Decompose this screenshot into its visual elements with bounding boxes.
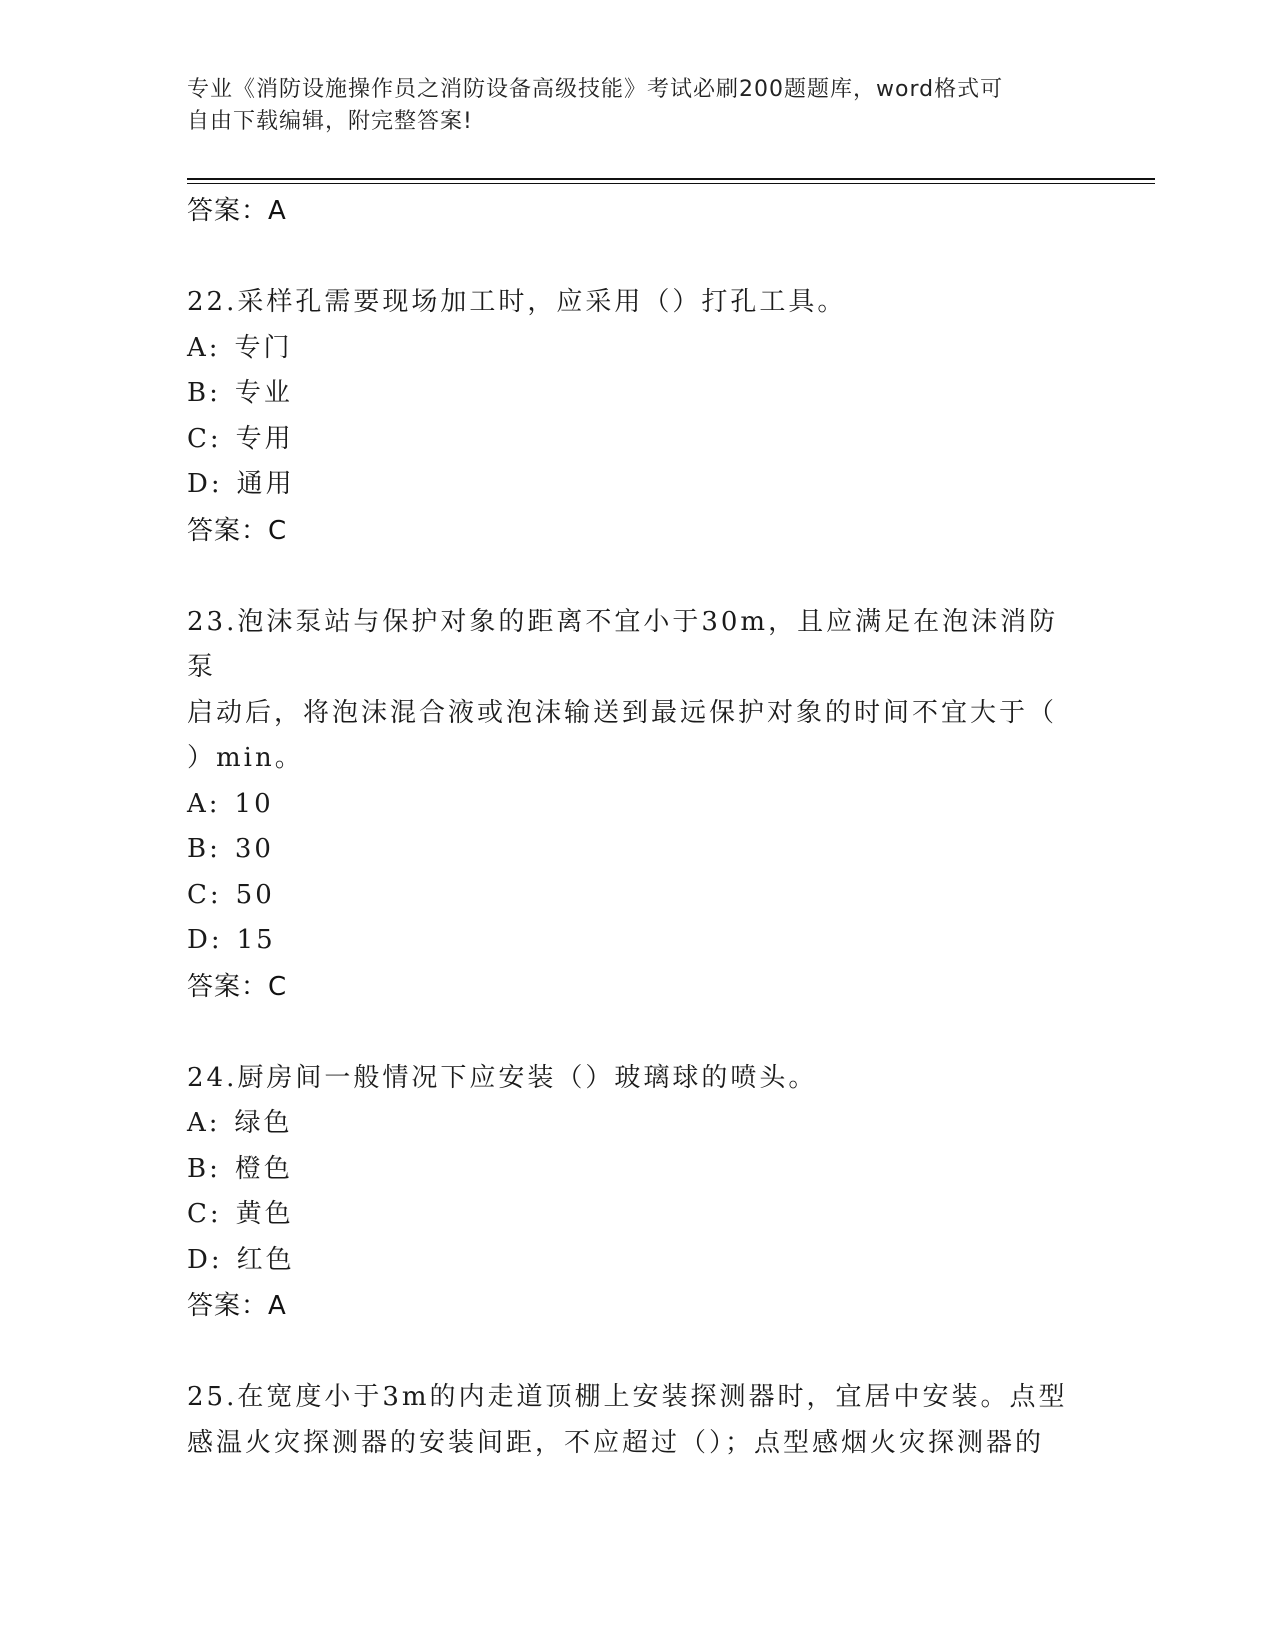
option-b [187,371,1077,417]
spacer [187,554,1077,600]
answer-line: 答案：C [187,515,288,546]
question-block [187,1056,1077,1330]
option-a [187,1101,1077,1147]
option-letter: C: [187,423,222,454]
answer-line: 答案：A [187,1291,287,1321]
option-b [187,1147,1077,1193]
spacer [187,234,1077,280]
question-block [187,1375,1077,1466]
question-list [187,188,1077,1466]
question-line: 22.采样孔需要现场加工时，应采用（）打孔工具。 [187,287,847,317]
option-letter: B: [187,834,221,864]
option-d [187,918,1077,964]
option-text: 专门 [234,332,293,363]
option-text: 15 [236,925,276,955]
option-text: 黄色 [235,1199,294,1229]
option-letter: D: [187,1244,223,1275]
option-letter: C: [187,879,222,910]
option-text: 橙色 [234,1153,293,1184]
option-d [187,462,1077,508]
question-line: 感温火灾探测器的安装间距，不应超过（）；点型感烟火灾探测器的 [187,1427,1045,1458]
option-letter: B: [187,1153,221,1184]
option-c [187,417,1077,463]
question-line: 启动后，将泡沫混合液或泡沫输送到最远保护对象的时间不宜大于（ [187,697,1058,728]
option-a [187,326,1077,372]
option-letter: C: [187,1199,222,1229]
spacer [187,1010,1077,1056]
option-letter: A: [187,788,221,819]
option-text: 50 [235,879,275,910]
option-letter: D: [187,925,223,955]
question-block [187,280,1077,554]
answer-line: 答案：A [187,196,287,226]
option-b [187,827,1077,873]
option-letter: B: [187,378,221,408]
question-line: 23.泡沫泵站与保护对象的距离不宜小于30m，且应满足在泡沫消防泵 [187,606,1059,682]
option-text: 专业 [234,378,293,408]
option-letter: A: [187,1108,221,1138]
header-line: 自由下载编辑，附完整答案! [187,109,473,134]
header-divider [187,178,1155,184]
page-header [187,74,1067,138]
option-text: 绿色 [234,1108,293,1138]
question-text [187,280,1077,326]
answer-line: 答案：C [187,971,288,1002]
option-text: 通用 [236,469,295,499]
option-c [187,1192,1077,1238]
option-text: 红色 [236,1244,295,1275]
question-line: 24.厨房间一般情况下应安装（）玻璃球的喷头。 [187,1062,818,1093]
question-text [187,1056,1077,1102]
question-block [187,600,1077,1010]
option-letter: A: [187,332,221,363]
header-line: 专业《消防设施操作员之消防设备高级技能》考试必刷200题题库，word格式可 [187,77,1004,102]
option-text: 10 [234,788,274,819]
option-text: 专用 [235,423,294,454]
option-c [187,873,1077,919]
option-a [187,782,1077,828]
question-text [187,600,1077,782]
question-line: ）min。 [187,743,304,773]
option-d [187,1238,1077,1284]
question-text [187,1375,1077,1466]
option-text: 30 [234,834,274,864]
question-line: 25.在宽度小于3m的内走道顶棚上安装探测器时，宜居中安装。点型 [187,1382,1068,1412]
option-letter: D: [187,469,223,499]
spacer [187,1329,1077,1375]
